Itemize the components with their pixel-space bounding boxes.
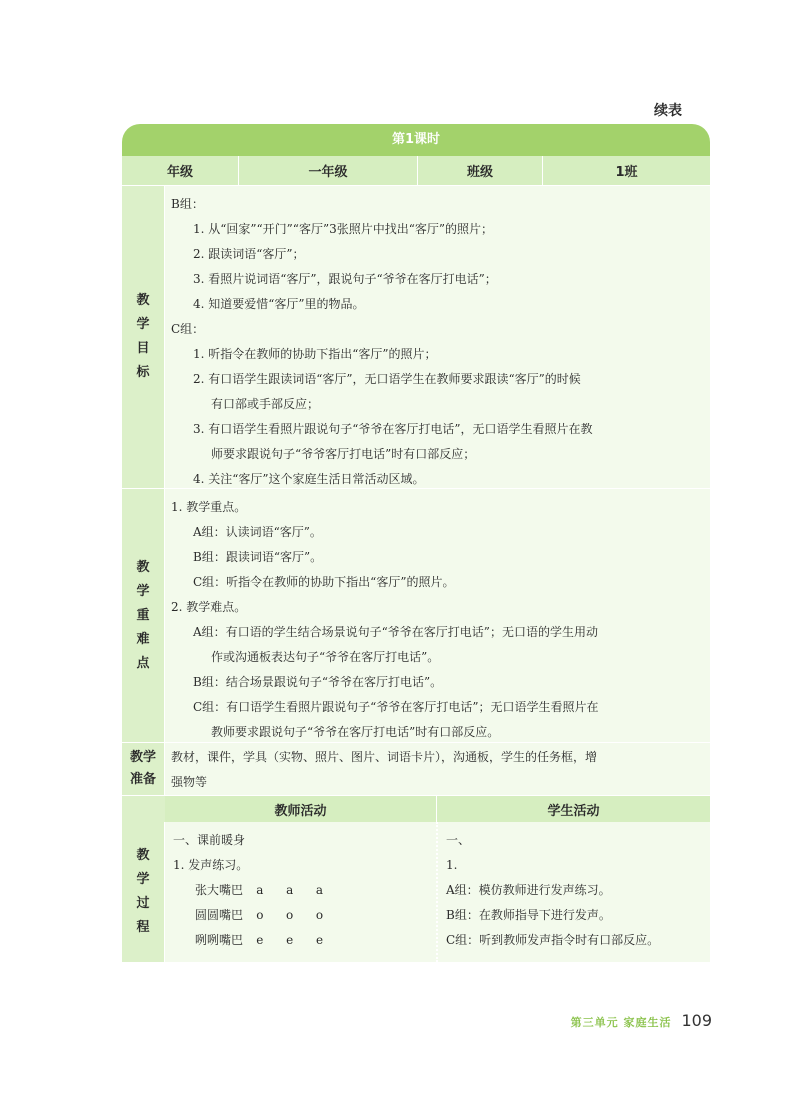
sound-row [173,928,428,953]
prep-line: 教材，课件，学具（实物、照片、图片、词语卡片），沟通板，学生的任务框，增 [171,750,598,764]
sound: o [315,908,324,922]
process-row [122,822,710,962]
objectives-row [122,186,710,489]
label-char: 学 [136,872,150,887]
sound: e [256,933,264,947]
page-footer [571,1011,712,1030]
label-char: 重 [136,607,150,623]
teacher-section: 一、课前暖身 [173,833,246,847]
student-item: 1. [446,858,458,872]
sound: e [315,933,324,947]
student-activity-header: 学生活动 [547,803,600,819]
sound: o [286,908,294,922]
label-char: 点 [136,655,150,671]
sound-row [173,878,428,903]
sound-label: 张大嘴巴 [195,883,244,897]
list-item: 有口部或手部反应； [211,397,320,411]
list-item: 教师要求跟说句子“爷爷在客厅打电话”时有口部反应。 [211,725,500,739]
process-label [122,822,165,962]
key-points-content [165,489,710,742]
key-points-row [122,489,710,743]
list-item: A组：模仿教师进行发声练习。 [446,883,611,897]
sound: a [286,883,294,897]
sound-label: 咧咧嘴巴 [195,933,244,947]
teacher-activity-header: 教师活动 [165,796,437,822]
list-item: B组：在教师指导下进行发声。 [446,908,611,922]
label-char: 教 [136,293,150,308]
list-item: 2. 跟读词语“客厅”； [193,247,305,261]
label-char: 目 [136,341,150,356]
list-item: 4. 知道要爱惜“客厅”里的物品。 [193,297,365,311]
list-item: B组：结合场景跟说句子“爷爷在客厅打电话”。 [193,675,443,689]
label-char: 过 [136,896,150,911]
list-item: 师要求跟说句子“爷爷客厅打电话”时有口部反应； [211,447,476,461]
label-char: 学 [136,317,150,332]
class-value: 1班 [615,165,638,180]
list-item: 1. 听指令在教师的协助下指出“客厅”的照片； [193,347,437,361]
grade-value: 一年级 [239,156,418,185]
activities-header [122,796,710,822]
list-item: C组：听指令在教师的协助下指出“客厅”的照片。 [193,575,455,589]
sound: o [256,908,264,922]
student-activity [438,822,710,962]
student-section: 一、 [446,833,471,847]
b-group-title: B组： [171,197,204,211]
sound-label: 圆圆嘴巴 [195,908,244,922]
sound-row [173,903,428,928]
teacher-activity [165,822,438,962]
grade-label: 年级 [122,156,239,185]
page-number: 109 [681,1011,712,1030]
continued-label: 续表 [654,103,682,119]
activities-header-blank [122,796,165,822]
label-line: 教学 [129,750,156,765]
list-item: 1. 从“回家”“开门”“客厅”3张照片中找出“客厅”的照片； [193,222,493,236]
key-point-heading: 1. 教学重点。 [171,500,247,514]
label-char: 难 [136,631,150,647]
sound: a [315,883,324,897]
label-char: 程 [136,920,150,935]
preparation-label [122,743,165,795]
sound: e [286,933,294,947]
c-group-title: C组： [171,322,205,336]
list-item: C组：有口语学生看照片跟说句子“爷爷在客厅打电话”；无口语学生看照片在 [193,700,599,714]
grade-row [122,156,710,186]
prep-line: 强物等 [171,775,208,789]
table-title: 第1课时 [122,124,710,156]
key-points-label [122,489,165,742]
list-item: A组：有口语的学生结合场景说句子“爷爷在客厅打电话”；无口语的学生用动 [193,625,598,639]
objectives-content [165,186,710,488]
preparation-row [122,743,710,796]
list-item: B组：跟读词语“客厅”。 [193,550,323,564]
unit-title: 第三单元 家庭生活 [570,1016,672,1029]
label-char: 学 [136,583,150,599]
objectives-label [122,186,165,488]
class-label: 班级 [418,156,543,185]
list-item: 2. 有口语学生跟读词语“客厅”，无口语学生在教师要求跟读“客厅”的时候 [193,372,581,386]
list-item: 4. 关注“客厅”这个家庭生活日常活动区域。 [193,472,425,486]
list-item: 作或沟通板表达句子“爷爷在客厅打电话”。 [211,650,440,664]
list-item: 3. 看照片说词语“客厅”，跟说句子“爷爷在客厅打电话”； [193,272,497,286]
teacher-item: 1. 发声练习。 [173,858,249,872]
list-item: A组：认读词语“客厅”。 [193,525,322,539]
label-char: 教 [136,848,150,863]
label-char: 标 [136,365,150,380]
sound: a [256,883,264,897]
preparation-content [165,743,710,795]
difficulty-heading: 2. 教学难点。 [171,600,247,614]
label-line: 准备 [129,772,156,787]
lesson-table [122,124,710,962]
label-char: 教 [136,559,150,575]
list-item: 3. 有口语学生看照片跟说句子“爷爷在客厅打电话”，无口语学生看照片在教 [193,422,593,436]
list-item: C组：听到教师发声指令时有口部反应。 [446,933,660,947]
